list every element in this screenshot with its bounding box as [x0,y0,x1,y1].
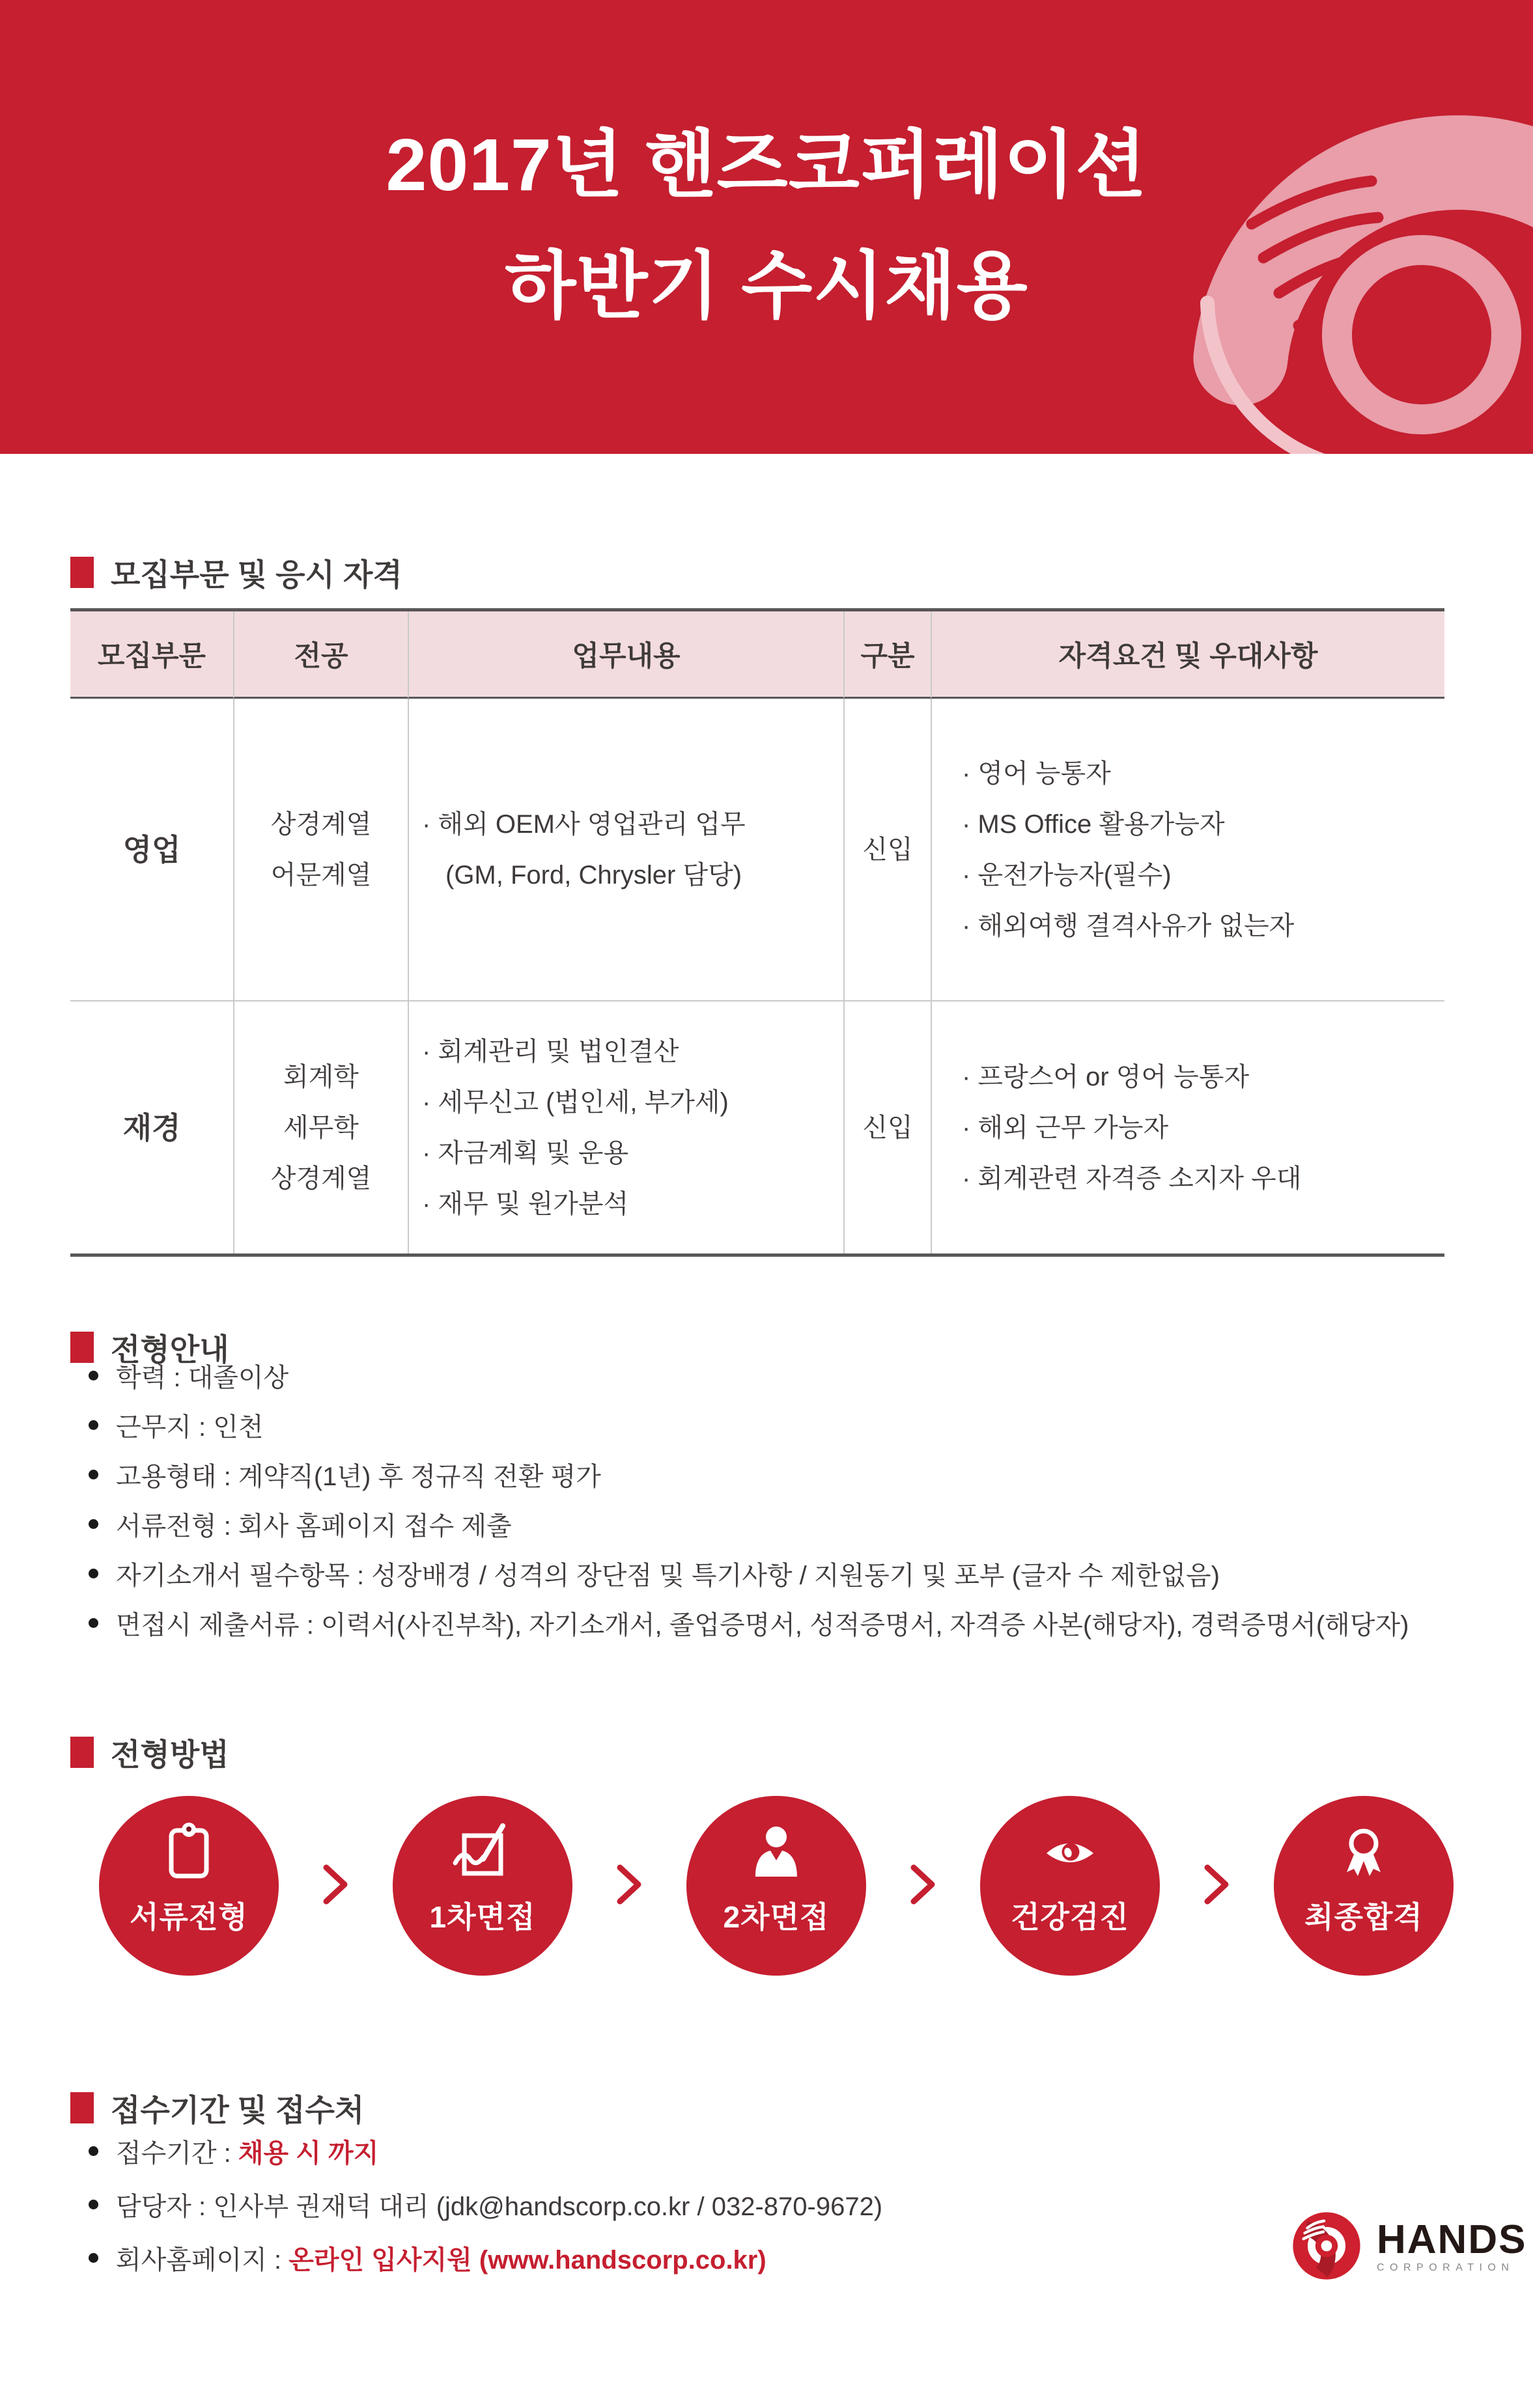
table-header-major: 전공 [233,611,408,699]
table-row-sales-type: 신입 [843,699,931,1001]
recruit-table [70,608,1444,1257]
website-highlight: 온라인 입사지원 (www.handscorp.co.kr) [288,2245,766,2275]
bullet-dot-icon [89,1519,98,1529]
table-row-sales-quals: · 영어 능통자 · MS Office 활용가능자 · 운전가능자(필수) · 해외여행 결격사유가 없는자 [931,699,1444,1001]
bullet-dot-icon [89,1569,98,1578]
list-item: 면접시 제출서류 : 이력서(사진부착), 자기소개서, 졸업증명서, 성적증명서, 자격증 사본(해당자), 경력증명서(해당자) [70,1598,1409,1647]
table-row-sales-major: 상경계열 어문계열 [233,699,408,1001]
section-bullet-square [70,1737,94,1768]
list-item: 학력 : 대졸이상 [70,1351,1409,1400]
section-title-recruit-label: 모집부문 및 응시 자격 [111,557,402,592]
process-step-final-pass [1274,1796,1454,1976]
process-step-second-interview [686,1796,866,1976]
section-title-guide-label: 전형안내 [111,1332,229,1367]
list-item: 근무지 : 인천 [70,1400,1409,1449]
bullet-dot-icon [89,1371,98,1380]
bullet-dot-icon [89,2146,98,2156]
table-row-finance-quals: · 프랑스어 or 영어 능통자 · 해외 근무 가능자 · 회계관련 자격증 소지자 우대 [931,1001,1444,1253]
bullet-dot-icon [89,1420,98,1430]
process-step-label: 서류전형 [130,1900,248,1934]
list-item: 회사홈페이지 : 온라인 입사지원 (www.handscorp.co.kr) [70,2231,882,2284]
list-item: 서류전형 : 회사 홈페이지 접수 제출 [70,1499,1409,1548]
section-title-apply-label: 접수기간 및 접수처 [111,2092,365,2127]
medal-icon [1331,1819,1396,1884]
process-step-label: 2차면접 [723,1900,830,1934]
process-step-first-interview [393,1796,572,1976]
guide-list [70,1351,1409,1647]
deadline-highlight: 채용 시 까지 [238,2138,379,2168]
process-step-label: 최종합격 [1304,1900,1423,1934]
bullet-dot-icon [89,1470,98,1479]
list-item: 담당자 : 인사부 권재덕 대리 (jdk@handscorp.co.kr / 032-870-9672) [70,2177,882,2231]
bullet-dot-icon [89,2253,98,2263]
section-bullet-square [70,2092,94,2123]
chevron-right-icon [910,1864,936,1905]
table-row-finance-major: 회계학 세무학 상경계열 [233,1001,408,1253]
table-header-type: 구분 [843,611,931,699]
hands-logo-mark-icon [1288,2209,1365,2286]
brand-subtitle: CORPORATION [1377,2262,1515,2273]
table-header-quals: 자격요건 및 우대사항 [931,611,1444,699]
bullet-dot-icon [89,2200,98,2209]
eye-icon [1037,1819,1103,1884]
bullet-dot-icon [89,1618,98,1628]
list-item: 접수기간 : 채용 시 까지 [70,2124,882,2177]
process-step-label: 1차면접 [429,1900,536,1934]
list-item: 자기소개서 필수항목 : 성장배경 / 성격의 장단점 및 특기사항 / 지원동기 및 포부 (글자 수 제한없음) [70,1548,1409,1598]
section-bullet-square [70,557,94,588]
table-row-finance-type: 신입 [843,1001,931,1253]
page-title-line2: 하반기 수시채용 [505,245,1028,327]
list-item: 고용형태 : 계약직(1년) 후 정규직 전환 평가 [70,1449,1409,1499]
chevron-right-icon [1204,1864,1230,1905]
table-row-finance-duties: · 회계관리 및 법인결산 · 세무신고 (법인세, 부가세) · 자금계획 및 운용 · 재무 및 원가분석 [408,1001,843,1253]
section-title-process-label: 전형방법 [111,1737,229,1772]
page-title [0,104,1533,346]
chevron-right-icon [617,1864,643,1905]
table-row-sales-part: 영업 [70,699,233,1001]
brand-name: HANDS [1377,2217,1527,2262]
pen-document-icon [450,1819,515,1884]
table-header-duties: 업무내용 [408,611,843,699]
table-row-finance-part: 재경 [122,1110,181,1145]
company-logo [1288,2209,1526,2286]
table-row-sales-duties: · 해외 OEM사 영업관리 업무 (GM, Ford, Chrysler 담당) [408,699,843,1001]
apply-list [70,2124,882,2284]
process-step-label: 건강검진 [1011,1900,1129,1934]
clipboard-icon [156,1819,221,1884]
table-header-part: 모집부문 [70,611,233,699]
chevron-right-icon [323,1864,349,1905]
section-title-apply [70,2090,364,2126]
person-icon [744,1819,809,1884]
process-step-health-check [980,1796,1160,1976]
section-title-process [70,1734,229,1771]
page-title-line1: 2017년 핸즈코퍼레이션 [386,124,1147,206]
process-step-documents [99,1796,279,1976]
header-banner [0,0,1533,454]
section-title-recruit [70,554,402,591]
